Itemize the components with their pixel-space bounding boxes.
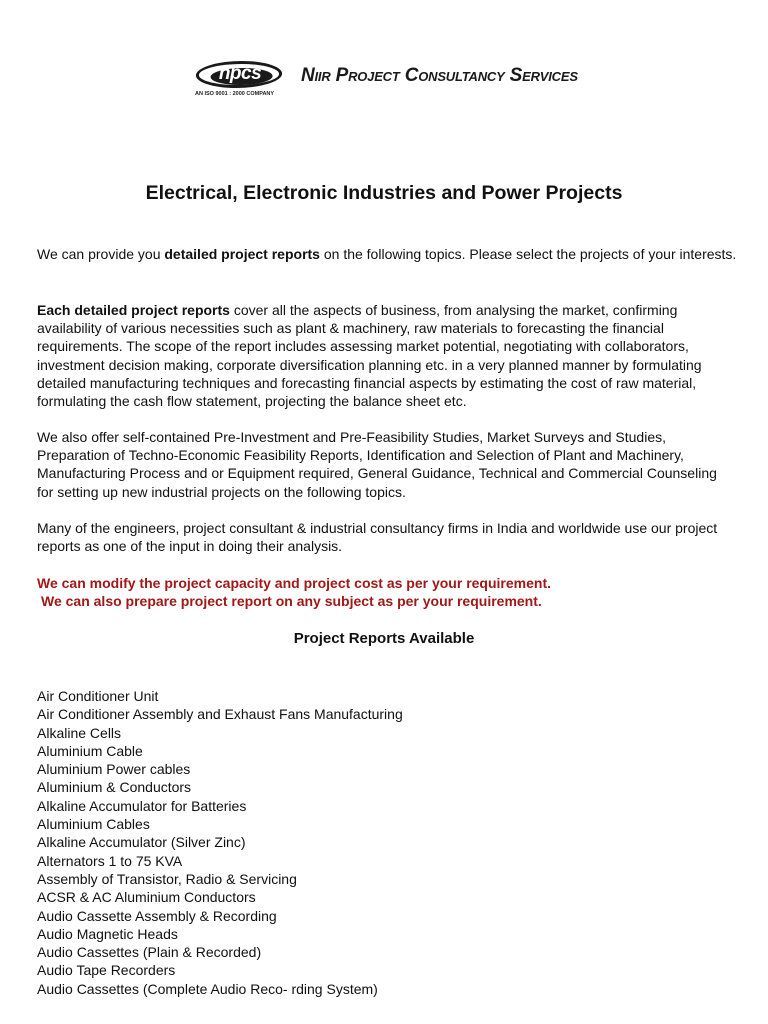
list-item: Air Conditioner Assembly and Exhaust Fans Manufacturing	[37, 706, 403, 723]
list-item: Aluminium Cables	[37, 816, 150, 833]
list-item: Audio Cassettes (Complete Audio Reco- rding System)	[37, 980, 378, 997]
list-item: Aluminium Power cables	[37, 761, 191, 778]
list-item: Audio Cassettes (Plain & Recorded)	[37, 944, 262, 961]
list-item: Audio Magnetic Heads	[37, 925, 178, 942]
list-item: Aluminium Cable	[37, 742, 143, 759]
list-item: ACSR & AC Aluminium Conductors	[37, 889, 256, 906]
company-name: Niir Project Consultancy Services	[301, 65, 578, 86]
list-item: Alkaline Accumulator for Batteries	[37, 797, 247, 814]
list-item: Alkaline Accumulator (Silver Zinc)	[37, 834, 246, 851]
list-item: Audio Tape Recorders	[37, 962, 176, 979]
intro-paragraph	[37, 245, 737, 263]
reports-heading: Project Reports Available	[293, 630, 475, 647]
intro-text-end: on the following topics. Please select the projects of your interests.	[319, 246, 737, 262]
iso-certification-text: AN ISO 9001 : 2000 COMPANY	[195, 91, 275, 97]
intro-text-start: We can provide you	[37, 246, 165, 262]
list-item: Audio Cassette Assembly & Recording	[37, 907, 277, 924]
page-title: Electrical, Electronic Industries and Power Projects	[145, 182, 623, 204]
company-logo	[191, 58, 603, 102]
scope-paragraph	[37, 301, 737, 410]
notice-modify-capacity: We can modify the project capacity and project cost as per your requirement.	[37, 575, 551, 591]
list-item: Alkaline Cells	[37, 724, 122, 741]
offer-paragraph: We also offer self-contained Pre-Investment and Pre-Feasibility Studies, Market Surveys and Studies, Preparation of Techno-Economic Feasibility Reports, Identification and Selection of Plant and Machinery, Manufacturing Process and or Equipment required, General Guidance, Technical and Commercial Counseling for setting up new industrial projects on the following topics.	[37, 429, 717, 500]
list-item: Alternators 1 to 75 KVA	[37, 852, 183, 869]
scope-bold-text: Each detailed project reports	[37, 302, 230, 318]
scope-text: cover all the aspects of business, from analysing the market, confirming availability of various necessities such as plant & machinery, raw materials to forecasting the financial requirements. The scope of the report includes assessing market potential, negotiating with collaborators, investment decision making, corporate diversification planning etc. in a very planned manner by formulating detailed manufacturing techniques and forecasting financial aspects by estimating the cost of raw material, formulating the cash flow statement, projecting the balance sheet etc.	[37, 302, 702, 410]
list-item: Air Conditioner Unit	[37, 688, 159, 704]
project-topics-list	[37, 687, 737, 998]
usage-paragraph: Many of the engineers, project consultant & industrial consultancy firms in India and worldwide use our project reports as one of the input in doing their analysis.	[37, 520, 718, 555]
logo-mark-text: npcs	[218, 63, 262, 84]
notice-prepare-report: We can also prepare project report on any subject as per your requirement.	[41, 593, 542, 609]
list-item: Aluminium & Conductors	[37, 779, 192, 796]
list-item: Assembly of Transistor, Radio & Servicing	[37, 870, 297, 887]
intro-bold-text: detailed project reports	[164, 246, 320, 262]
